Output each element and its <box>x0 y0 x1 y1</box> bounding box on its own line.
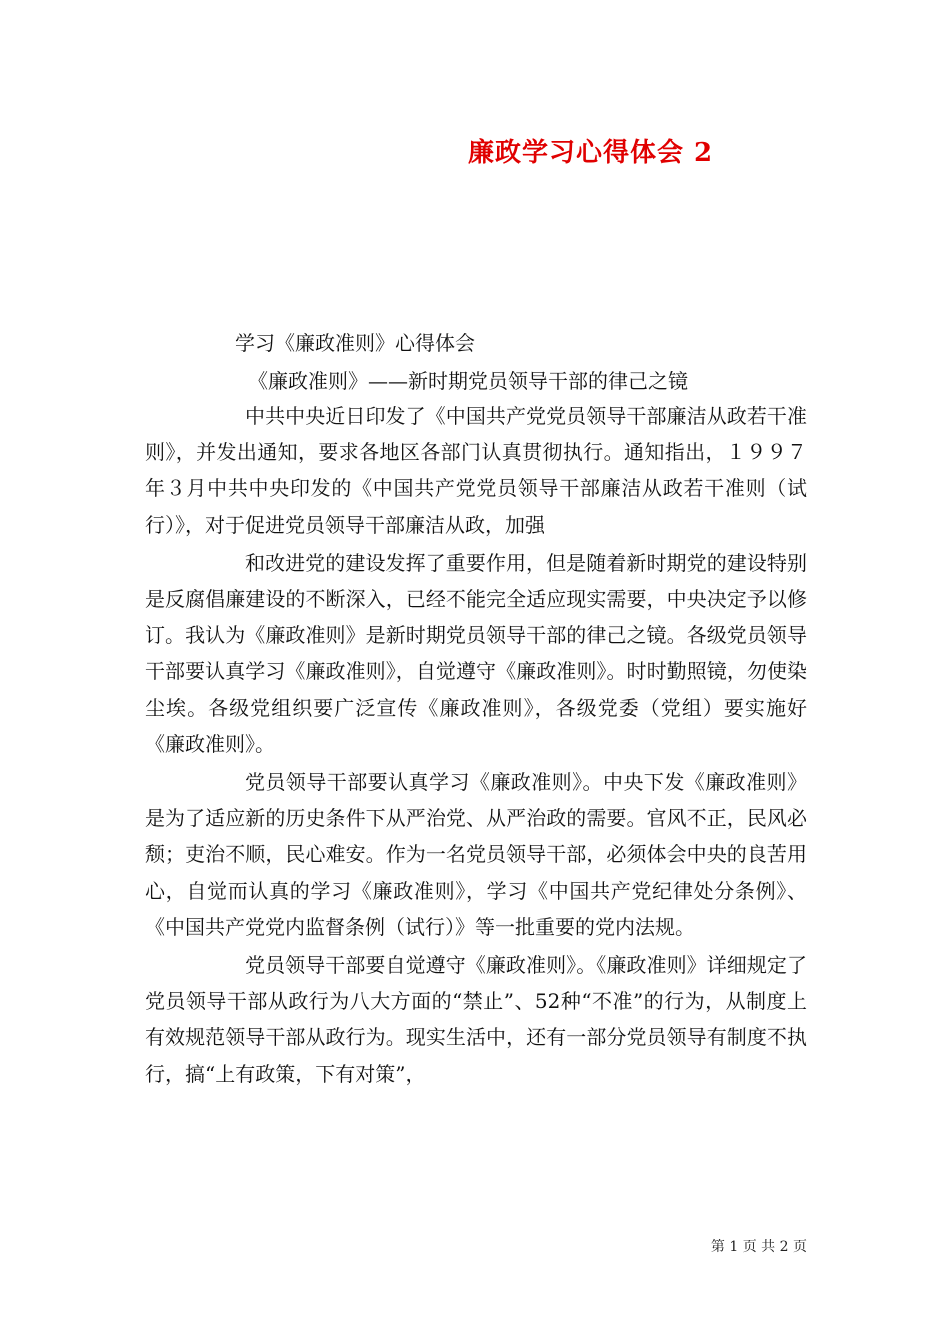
paragraph-4: 党员领导干部要自觉遵守《廉政准则》。《廉政准则》详细规定了党员领导干部从政行为八大方面的“禁止”、52种“不准”的行为，从制度上有效规范领导干部从政行为。现实生活中，还有一部分党员领导有制度不执行，搞“上有政策，下有对策”， <box>145 953 807 1086</box>
paragraph-3: 党员领导干部要认真学习《廉政准则》。中央下发《廉政准则》是为了适应新的历史条件下从严治党、从严治政的需要。官风不正，民风必颓；吏治不顺，民心难安。作为一名党员领导干部，必须体会中央的良苦用心，自觉而认真的学习《廉政准则》，学习《中国共产党纪律处分条例》、《中国共产党党内监督条例（试行）》等一批重要的党内法规。 <box>145 770 807 939</box>
subheading-study: 学习《廉政准则》心得体会 <box>235 331 475 355</box>
document-body <box>145 398 807 1092</box>
paragraph-2: 和改进党的建设发挥了重要作用，但是随着新时期党的建设特别是反腐倡廉建设的不断深入，已经不能完全适应现实需要，中央决定予以修订。我认为《廉政准则》是新时期党员领导干部的律己之镜。各级党员领导干部要认真学习《廉政准则》，自觉遵守《廉政准则》。时时勤照镜，勿使染尘埃。各级党组织要广泛宣传《廉政准则》，各级党委（党组）要实施好《廉政准则》。 <box>145 550 807 756</box>
paragraph-1: 中共中央近日印发了《中国共产党党员领导干部廉洁从政若干准则》，并发出通知，要求各地区各部门认真贯彻执行。通知指出，１９９７年３月中共中央印发的《中国共产党党员领导干部廉洁从政若干准则（试行）》，对于促进党员领导干部廉洁从政，加强 <box>145 404 807 537</box>
document-title: 廉政学习心得体会 2 <box>468 138 714 168</box>
subheading-mirror: 《廉政准则》——新时期党员领导干部的律己之镜 <box>248 369 688 393</box>
page-number-footer: 第 1 页 共 2 页 <box>710 1239 807 1255</box>
